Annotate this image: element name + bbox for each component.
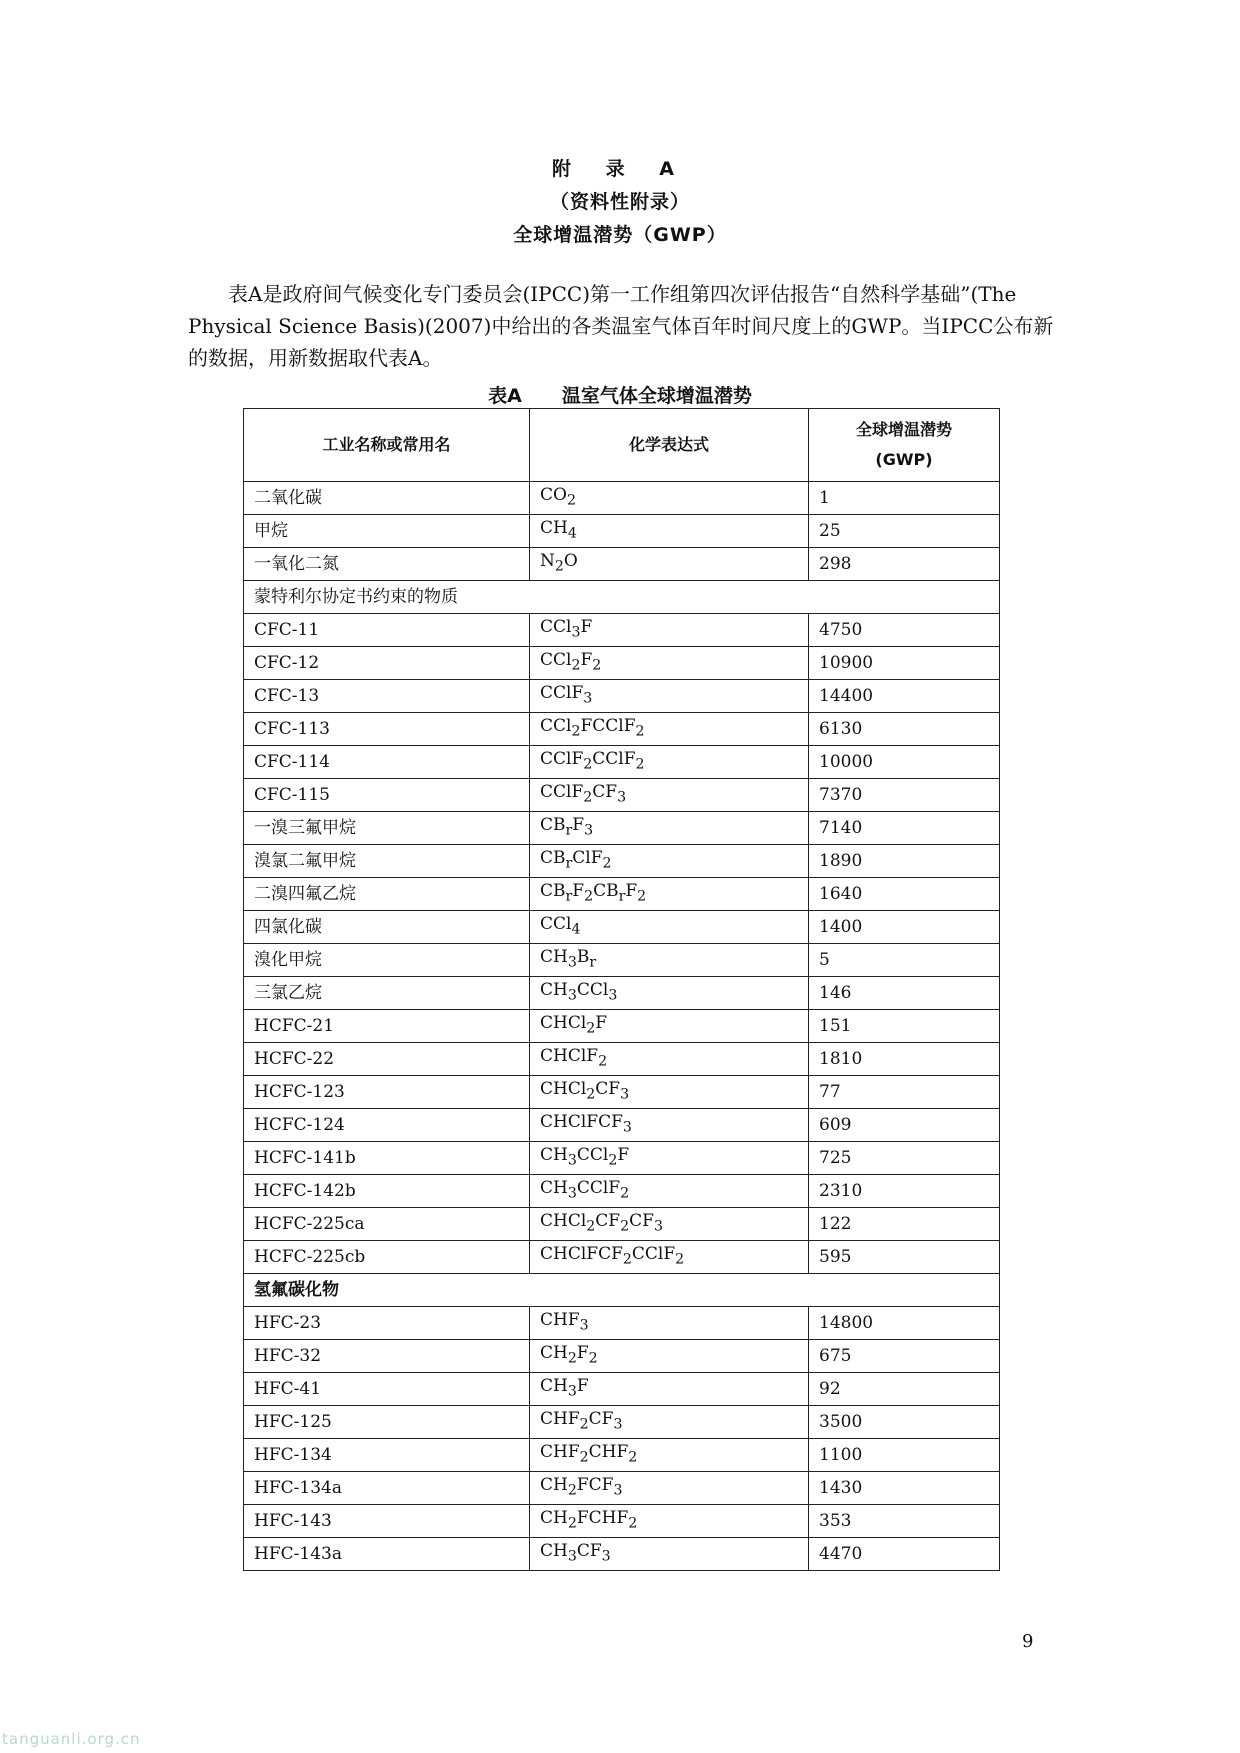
cell-name: HFC-32 xyxy=(244,1340,530,1373)
cell-gwp: 25 xyxy=(809,515,1000,548)
table-row xyxy=(244,1010,1000,1043)
cell-name: HFC-41 xyxy=(244,1373,530,1406)
cell-gwp: 1810 xyxy=(809,1043,1000,1076)
cell-name: HFC-143 xyxy=(244,1505,530,1538)
table-row xyxy=(244,911,1000,944)
table-row xyxy=(244,1142,1000,1175)
table-caption-label: 表A xyxy=(488,385,522,407)
table-row xyxy=(244,1373,1000,1406)
table-row xyxy=(244,680,1000,713)
table-row xyxy=(244,1538,1000,1571)
header-formula: 化学表达式 xyxy=(530,409,809,482)
page-number: 9 xyxy=(1022,1631,1034,1652)
cell-gwp: 6130 xyxy=(809,713,1000,746)
cell-formula: CHClFCF$_2$CClF$_2$ xyxy=(530,1241,809,1274)
cell-gwp: 77 xyxy=(809,1076,1000,1109)
gwp-table xyxy=(243,408,1000,1571)
cell-formula: $CB_rF_2CB_rF_2$ xyxy=(530,878,809,911)
table-header-row xyxy=(244,409,1000,482)
cell-name: CFC-113 xyxy=(244,713,530,746)
appendix-heading: 全球增温潜势（GWP） xyxy=(513,224,727,246)
cell-name: CFC-13 xyxy=(244,680,530,713)
cell-name: HFC-125 xyxy=(244,1406,530,1439)
cell-gwp: 353 xyxy=(809,1505,1000,1538)
cell-gwp: 3500 xyxy=(809,1406,1000,1439)
cell-formula: $CH_2FCHF_2$ xyxy=(530,1505,809,1538)
table-row xyxy=(244,1472,1000,1505)
cell-formula: $CH_3CCl_3$ xyxy=(530,977,809,1010)
cell-gwp: 609 xyxy=(809,1109,1000,1142)
table-section-row xyxy=(244,1274,1000,1307)
cell-gwp: 675 xyxy=(809,1340,1000,1373)
watermark-text: tanguanli.org.cn xyxy=(2,1730,141,1748)
table-row xyxy=(244,1505,1000,1538)
cell-gwp: 1100 xyxy=(809,1439,1000,1472)
cell-formula: CHClF$_2$ xyxy=(530,1043,809,1076)
cell-name: 四氯化碳 xyxy=(244,911,530,944)
cell-gwp: 1890 xyxy=(809,845,1000,878)
cell-gwp: 10000 xyxy=(809,746,1000,779)
cell-name: HFC-143a xyxy=(244,1538,530,1571)
cell-name: HFC-134a xyxy=(244,1472,530,1505)
cell-gwp: 2310 xyxy=(809,1175,1000,1208)
cell-name: 一氧化二氮 xyxy=(244,548,530,581)
cell-formula: CCl$_4$ xyxy=(530,911,809,944)
cell-formula: $CHF_3$ xyxy=(530,1307,809,1340)
cell-formula: $CCl_2F_2$ xyxy=(530,647,809,680)
cell-gwp: 146 xyxy=(809,977,1000,1010)
cell-formula: $CHF_2CHF_2$ xyxy=(530,1439,809,1472)
cell-gwp: 7140 xyxy=(809,812,1000,845)
table-row xyxy=(244,944,1000,977)
cell-formula: $N_2O$ xyxy=(530,548,809,581)
cell-name: HCFC-21 xyxy=(244,1010,530,1043)
cell-gwp: 1430 xyxy=(809,1472,1000,1505)
cell-formula: $CH_3B_r$ xyxy=(530,944,809,977)
cell-gwp: 151 xyxy=(809,1010,1000,1043)
cell-gwp: 1640 xyxy=(809,878,1000,911)
cell-gwp: 122 xyxy=(809,1208,1000,1241)
cell-formula: $CHCl_2CF_3$ xyxy=(530,1076,809,1109)
cell-formula: $CH_3CF_3$ xyxy=(530,1538,809,1571)
table-row xyxy=(244,1307,1000,1340)
table-row xyxy=(244,812,1000,845)
table-row xyxy=(244,1076,1000,1109)
cell-formula: $CH_2F_2$ xyxy=(530,1340,809,1373)
table-row xyxy=(244,1406,1000,1439)
section-label: 氢氟碳化物 xyxy=(244,1274,1000,1307)
cell-gwp: 595 xyxy=(809,1241,1000,1274)
cell-gwp: 298 xyxy=(809,548,1000,581)
cell-formula: $CClF_2CF_3$ xyxy=(530,779,809,812)
cell-formula: CClF$_3$ xyxy=(530,680,809,713)
table-row xyxy=(244,614,1000,647)
table-caption-title: 温室气体全球增温潜势 xyxy=(561,385,752,407)
cell-gwp: 14800 xyxy=(809,1307,1000,1340)
cell-gwp: 1400 xyxy=(809,911,1000,944)
cell-name: 二氧化碳 xyxy=(244,482,530,515)
section-label: 蒙特利尔协定书约束的物质 xyxy=(244,581,1000,614)
appendix-title: 附 录 A xyxy=(552,158,688,180)
cell-formula: $CO_2$ xyxy=(530,482,809,515)
gwp-table-body xyxy=(244,482,1000,1571)
table-row xyxy=(244,779,1000,812)
cell-name: HCFC-142b xyxy=(244,1175,530,1208)
header-gwp-line1: 全球增温潜势 xyxy=(855,420,952,439)
cell-gwp: 10900 xyxy=(809,647,1000,680)
cell-formula: $CHF_2CF_3$ xyxy=(530,1406,809,1439)
cell-gwp: 7370 xyxy=(809,779,1000,812)
table-row xyxy=(244,1043,1000,1076)
cell-gwp: 4750 xyxy=(809,614,1000,647)
table-row xyxy=(244,647,1000,680)
cell-gwp: 14400 xyxy=(809,680,1000,713)
table-row xyxy=(244,515,1000,548)
table-row xyxy=(244,1109,1000,1142)
cell-gwp: 725 xyxy=(809,1142,1000,1175)
cell-name: 溴氯二氟甲烷 xyxy=(244,845,530,878)
cell-formula: $CB_rF_3$ xyxy=(530,812,809,845)
cell-name: 二溴四氟乙烷 xyxy=(244,878,530,911)
table-row xyxy=(244,1175,1000,1208)
cell-formula: $CHCl_2CF_2CF_3$ xyxy=(530,1208,809,1241)
header-gwp xyxy=(809,409,1000,482)
cell-name: CFC-11 xyxy=(244,614,530,647)
cell-name: CFC-12 xyxy=(244,647,530,680)
cell-name: 一溴三氟甲烷 xyxy=(244,812,530,845)
table-row xyxy=(244,1241,1000,1274)
cell-name: HCFC-124 xyxy=(244,1109,530,1142)
cell-formula: $CH_3CClF_2$ xyxy=(530,1175,809,1208)
cell-gwp: 92 xyxy=(809,1373,1000,1406)
cell-formula: $CB_rClF_2$ xyxy=(530,845,809,878)
table-row xyxy=(244,1208,1000,1241)
cell-formula: CCl$_2$FCClF$_2$ xyxy=(530,713,809,746)
table-row xyxy=(244,548,1000,581)
table-row xyxy=(244,713,1000,746)
table-section-row xyxy=(244,581,1000,614)
cell-name: 溴化甲烷 xyxy=(244,944,530,977)
cell-formula: CHClFCF$_3$ xyxy=(530,1109,809,1142)
table-caption xyxy=(0,381,1240,408)
cell-name: CFC-114 xyxy=(244,746,530,779)
appendix-subtitle: （资料性附录） xyxy=(549,191,690,213)
table-row xyxy=(244,1439,1000,1472)
cell-formula: $CH_4$ xyxy=(530,515,809,548)
table-row xyxy=(244,482,1000,515)
header-gwp-line2: (GWP) xyxy=(875,450,933,469)
cell-name: CFC-115 xyxy=(244,779,530,812)
cell-name: HCFC-22 xyxy=(244,1043,530,1076)
cell-name: HFC-134 xyxy=(244,1439,530,1472)
cell-name: HCFC-225ca xyxy=(244,1208,530,1241)
intro-paragraph: 表A是政府间气候变化专门委员会(IPCC)第一工作组第四次评估报告“自然科学基础”(The Physical Science Basis)(2007)中给出的各类温室气体百年时间尺度上的GWP。当IPCC公布新的数据，用新数据取代表A。 xyxy=(188,282,1054,370)
cell-name: 三氯乙烷 xyxy=(244,977,530,1010)
cell-formula: $CH_3F$ xyxy=(530,1373,809,1406)
table-row xyxy=(244,746,1000,779)
table-row xyxy=(244,845,1000,878)
cell-gwp: 5 xyxy=(809,944,1000,977)
table-row xyxy=(244,977,1000,1010)
cell-name: HCFC-225cb xyxy=(244,1241,530,1274)
cell-name: HCFC-141b xyxy=(244,1142,530,1175)
cell-name: HFC-23 xyxy=(244,1307,530,1340)
cell-formula: CCl$_3$F xyxy=(530,614,809,647)
cell-gwp: 4470 xyxy=(809,1538,1000,1571)
cell-formula: $CH_3CCl_2F$ xyxy=(530,1142,809,1175)
table-row xyxy=(244,1340,1000,1373)
header-name: 工业名称或常用名 xyxy=(244,409,530,482)
table-row xyxy=(244,878,1000,911)
cell-name: HCFC-123 xyxy=(244,1076,530,1109)
cell-formula: CClF$_2$CClF$_2$ xyxy=(530,746,809,779)
cell-name: 甲烷 xyxy=(244,515,530,548)
cell-formula: $CH_2FCF_3$ xyxy=(530,1472,809,1505)
cell-gwp: 1 xyxy=(809,482,1000,515)
cell-formula: CHCl$_2$F xyxy=(530,1010,809,1043)
